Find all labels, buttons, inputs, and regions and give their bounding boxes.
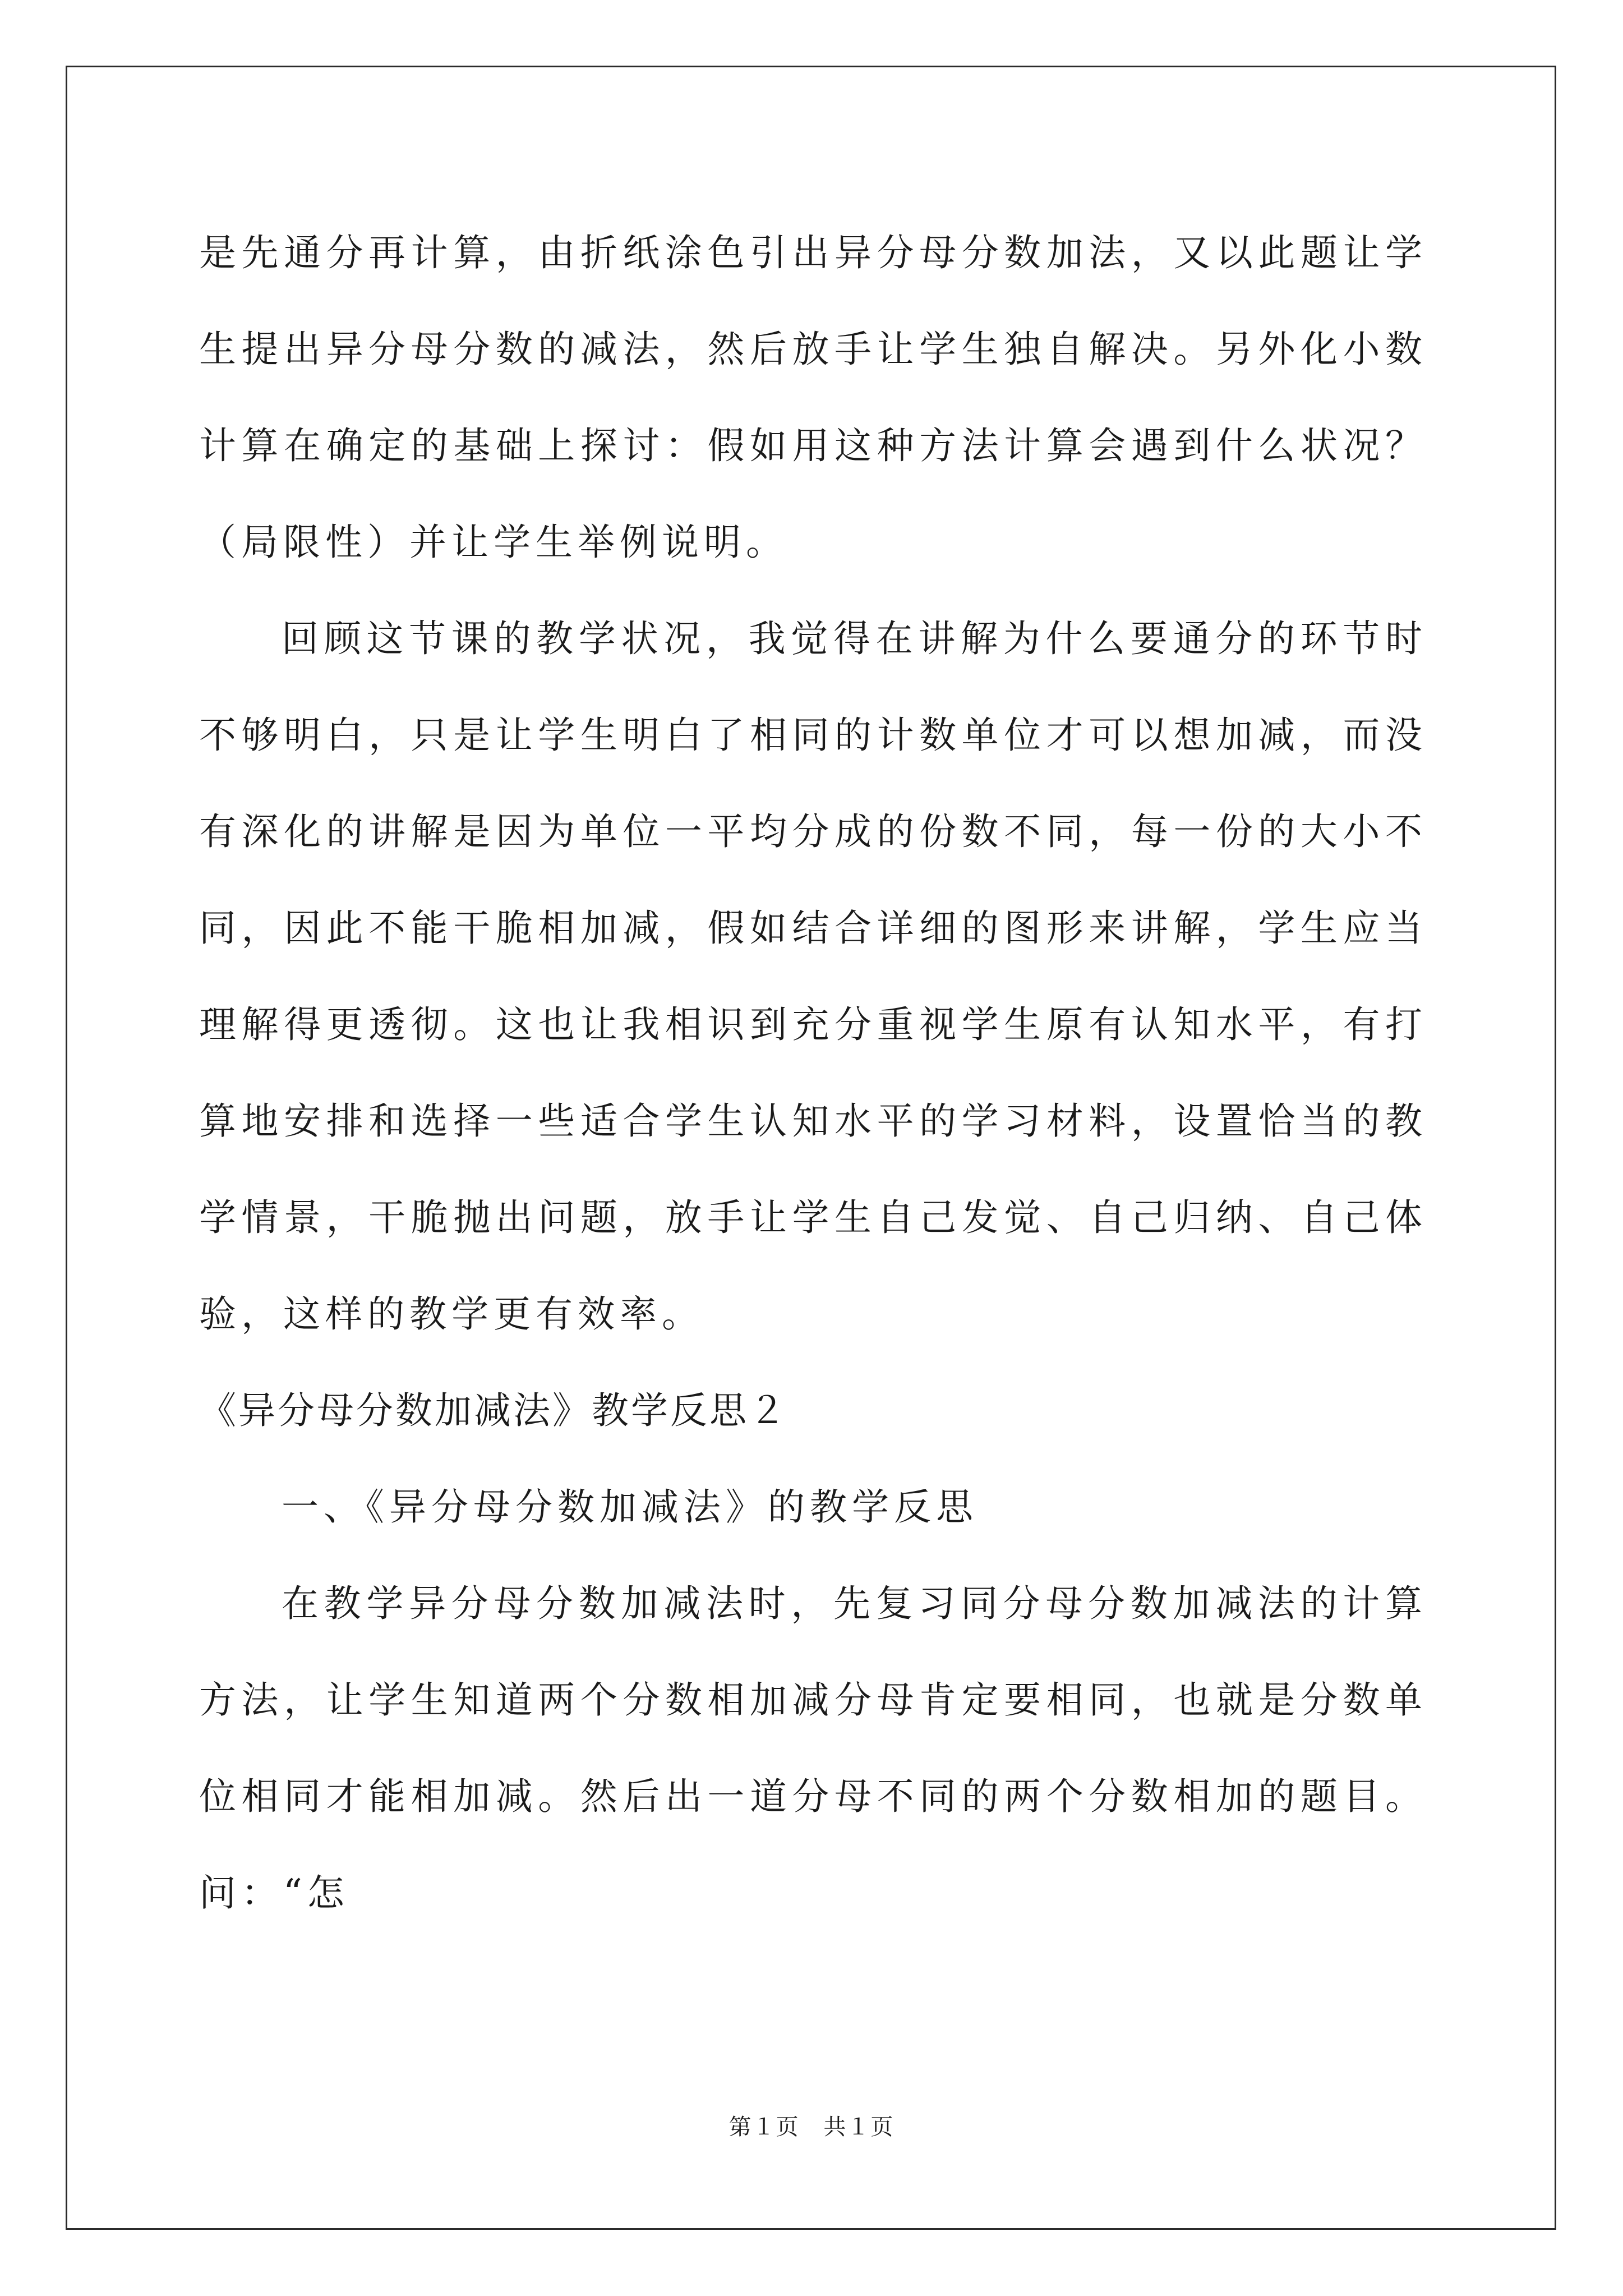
page-footer: [0, 2109, 1623, 2141]
page-total: 共１页: [823, 2114, 895, 2140]
paragraph-3: 在教学异分母分数加减法时，先复习同分母分数加减法的计算方法，让学生知道两个分数相加减分母肯定要相同，也就是分数单位相同才能相加减。然后出一道分母不同的两个分数相加的题目。问：“怎: [199, 1582, 1427, 1915]
section-title: 《异分母分数加减法》教学反思２: [199, 1389, 788, 1432]
subsection-title: 一、《异分母分数加减法》的教学反思: [282, 1485, 978, 1529]
paragraph-1: 是先通分再计算，由折纸涂色引出异分母分数加法，又以此题让学生提出异分母分数的减法，然后放手让学生独自解决。另外化小数计算在确定的基础上探讨：假如用这种方法计算会遇到什么状况？（局限性）并让学生举例说明。: [199, 231, 1427, 564]
paragraph-2: 回顾这节课的教学状况，我觉得在讲解为什么要通分的环节时不够明白，只是让学生明白了相同的计数单位才可以想加减，而没有深化的讲解是因为单位一平均分成的份数不同，每一份的大小不同，因此不能干脆相加减，假如结合详细的图形来讲解，学生应当理解得更透彻。这也让我相识到充分重视学生原有认知水平，有打算地安排和选择一些适合学生认知水平的学习材料，设置恰当的教学情景，干脆抛出问题，放手让学生自己发觉、自己归纳、自己体验，这样的教学更有效率。: [199, 617, 1427, 1336]
page-number: 第１页: [728, 2114, 800, 2140]
document-body: [199, 205, 1427, 1941]
